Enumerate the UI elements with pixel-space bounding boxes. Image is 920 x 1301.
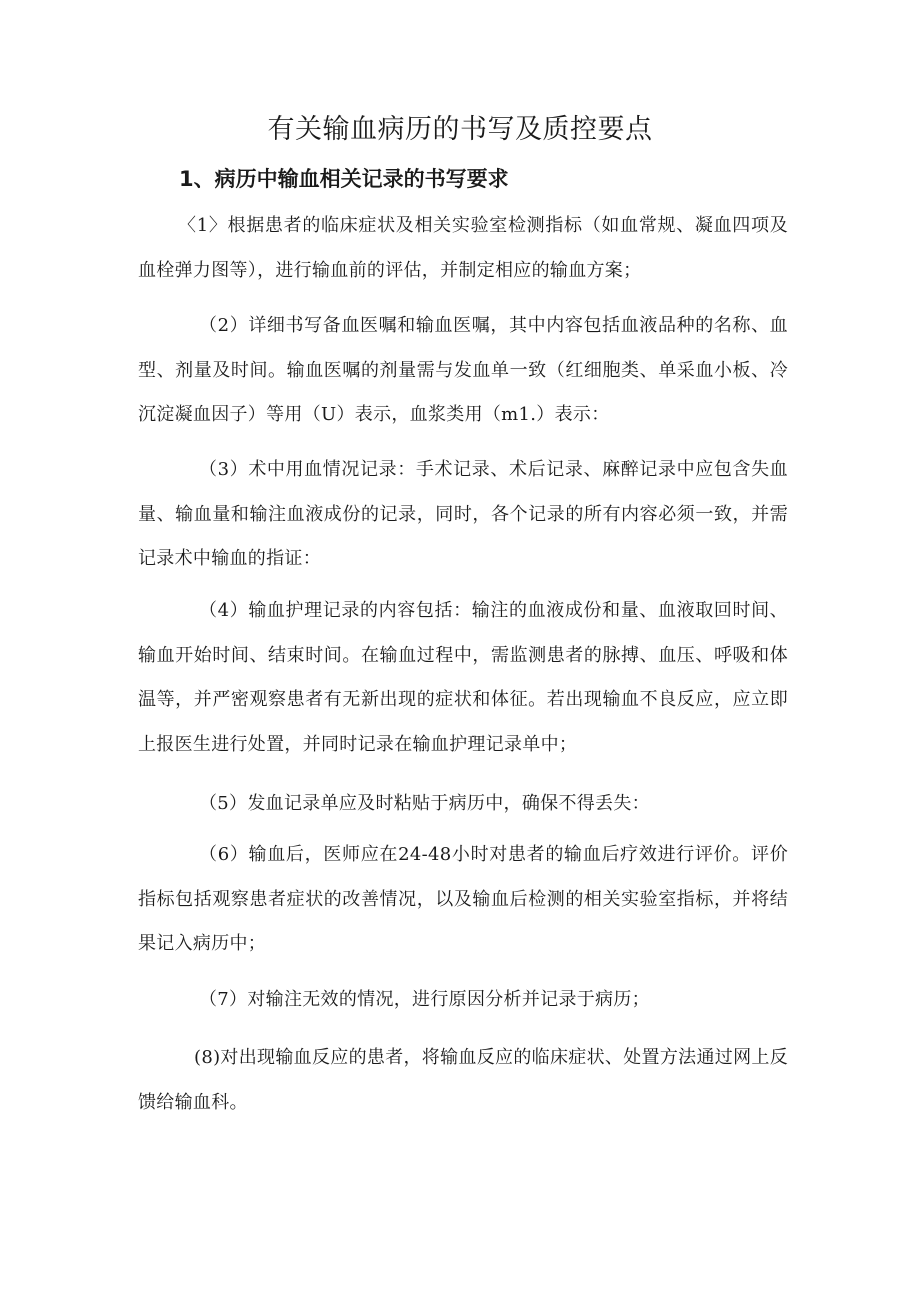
paragraph-1: 〈1〉根据患者的临床症状及相关实验室检测指标（如血常规、凝血四项及血栓弹力图等），进行输血前的评估，并制定相应的输血方案；: [138, 215, 788, 281]
paragraph-6: （6）输血后，医师应在24-48小时对患者的输血后疗效进行评价。评价指标包括观察患者症状的改善情况，以及输血后检测的相关实验室指标，并将结果记入病历中；: [138, 844, 788, 954]
paragraph-5: （5）发血记录单应及时粘贴于病历中，确保不得丢失：: [199, 793, 650, 814]
paragraph-4: （4）输血护理记录的内容包括：输注的血液成份和量、血液取回时间、输血开始时间、结束时间。在输血过程中，需监测患者的脉搏、血压、呼吸和体温等，并严密观察患者有无新出现的症状和体征。若出现输血不良反应，应立即上报医生进行处置，并同时记录在输血护理记录单中；: [138, 600, 788, 755]
section-heading: 1、病历中输血相关记录的书写要求: [179, 167, 509, 191]
paragraph-8: (8)对出现输血反应的患者，将输血反应的临床症状、处置方法通过网上反馈给输血科。: [138, 1047, 788, 1113]
paragraph-3: （3）术中用血情况记录：手术记录、术后记录、麻醉记录中应包含失血量、输血量和输注血液成份的记录，同时，各个记录的所有内容必须一致，并需记录术中输血的指证：: [138, 459, 788, 569]
paragraph-2: （2）详细书写备血医嘱和输血医嘱，其中内容包括血液品种的名称、血型、剂量及时间。输血医嘱的剂量需与发血单一致（红细胞类、单采血小板、冷沉淀凝血因子）等用（U）表示，血浆类用（m1.）表示：: [138, 315, 788, 425]
paragraph-7: （7）对输注无效的情况，进行原因分析并记录于病历；: [199, 989, 650, 1010]
document-title: 有关输血病历的书写及质控要点: [267, 114, 653, 145]
